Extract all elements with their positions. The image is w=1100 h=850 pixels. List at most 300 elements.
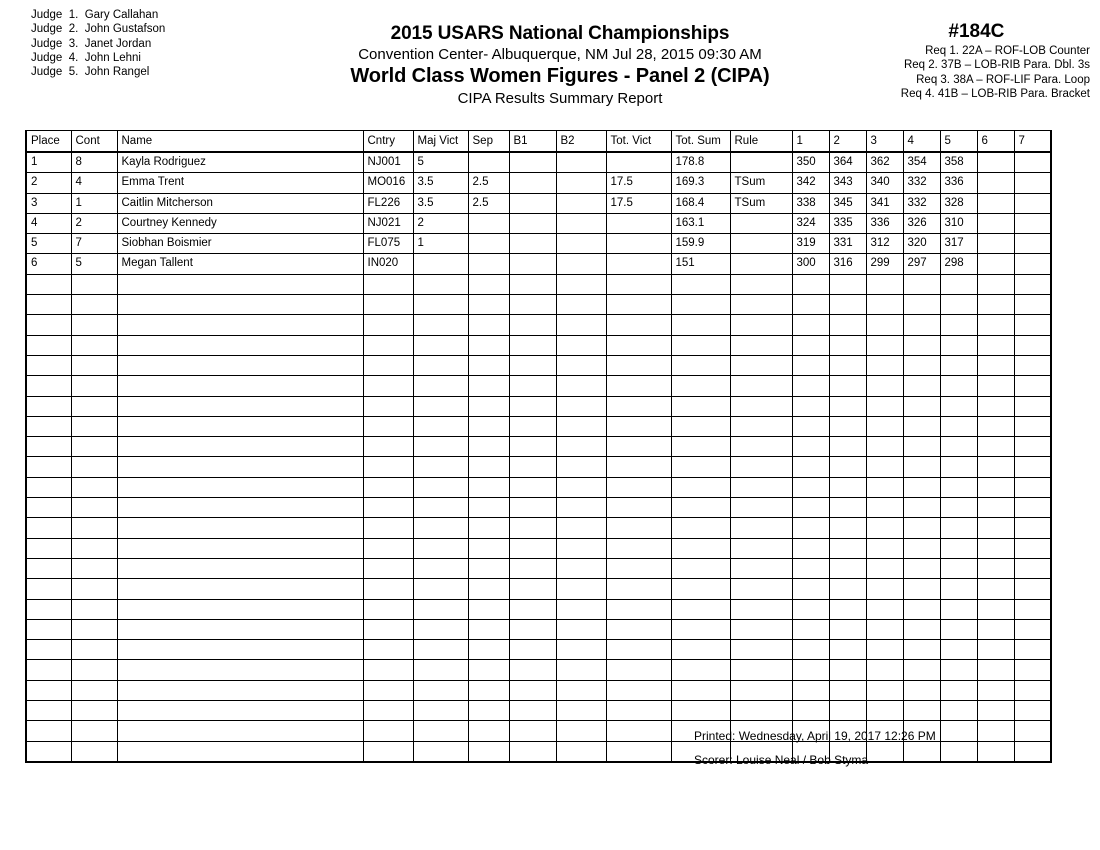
cell-judge-6-score — [977, 518, 1014, 538]
cell-rule — [730, 701, 792, 721]
cell-name — [117, 640, 363, 660]
cell-name — [117, 376, 363, 396]
cell-judge-5-score — [940, 457, 977, 477]
cell-cont — [71, 295, 117, 315]
venue-datetime: Convention Center- Albuquerque, NM Jul 28, 2015 09:30 AM — [358, 46, 762, 63]
cell-judge-2-score — [829, 457, 866, 477]
cell-tot-vict — [606, 498, 671, 518]
cell-judge-1-score: 300 — [792, 254, 829, 274]
cell-b2 — [556, 416, 606, 436]
cell-judge-4-score — [903, 274, 940, 294]
cell-place — [26, 457, 71, 477]
cell-b1 — [509, 457, 556, 477]
cell-maj-vict — [413, 315, 468, 335]
cell-judge-2-score — [829, 437, 866, 457]
judge-line — [31, 37, 165, 51]
cell-rule — [730, 152, 792, 173]
cell-cont — [71, 538, 117, 558]
cell-judge-7-score — [1014, 416, 1051, 436]
cell-b2 — [556, 152, 606, 173]
cell-judge-7-score — [1014, 518, 1051, 538]
cell-tot-vict — [606, 680, 671, 700]
cell-judge-2-score — [829, 640, 866, 660]
cell-tot-vict — [606, 579, 671, 599]
cell-sep — [468, 416, 509, 436]
cell-tot-sum — [671, 437, 730, 457]
cell-maj-vict — [413, 335, 468, 355]
cell-place — [26, 274, 71, 294]
cell-cont — [71, 477, 117, 497]
cell-maj-vict — [413, 376, 468, 396]
cell-tot-sum — [671, 619, 730, 639]
cell-place — [26, 498, 71, 518]
cell-judge-1-score — [792, 579, 829, 599]
cell-name — [117, 315, 363, 335]
cell-rule — [730, 477, 792, 497]
cell-judge-3-score — [866, 477, 903, 497]
cell-tot-sum — [671, 295, 730, 315]
cell-cntry — [363, 295, 413, 315]
report-title-block — [240, 22, 880, 109]
cell-judge-3-score — [866, 376, 903, 396]
cell-tot-vict — [606, 477, 671, 497]
cell-judge-5-score — [940, 315, 977, 335]
cell-cont — [71, 660, 117, 680]
cell-judge-2-score — [829, 558, 866, 578]
cell-judge-6-score — [977, 701, 1014, 721]
cell-cont — [71, 274, 117, 294]
cell-judge-3-score: 341 — [866, 193, 903, 213]
cell-b1 — [509, 741, 556, 762]
col-header-tot-vict: Tot. Vict — [606, 131, 671, 153]
cell-rule — [730, 416, 792, 436]
table-row-empty — [26, 660, 1051, 680]
cell-judge-6-score — [977, 457, 1014, 477]
cell-cont — [71, 721, 117, 741]
cell-judge-3-score: 312 — [866, 234, 903, 254]
col-header-maj-vict: Maj Vict — [413, 131, 468, 153]
cell-place — [26, 376, 71, 396]
cell-judge-7-score — [1014, 558, 1051, 578]
table-row-empty — [26, 680, 1051, 700]
cell-tot-vict — [606, 152, 671, 173]
cell-rule — [730, 457, 792, 477]
cell-judge-7-score — [1014, 355, 1051, 375]
cell-tot-vict — [606, 335, 671, 355]
judge-label: Judge — [31, 51, 63, 64]
cell-place: 6 — [26, 254, 71, 274]
judge-label: Judge — [31, 37, 63, 50]
cell-judge-5-score: 298 — [940, 254, 977, 274]
judge-label: Judge — [31, 23, 63, 36]
cell-name — [117, 396, 363, 416]
cell-judge-1-score — [792, 701, 829, 721]
col-header-sep: Sep — [468, 131, 509, 153]
cell-judge-2-score: 343 — [829, 173, 866, 193]
cell-maj-vict: 5 — [413, 152, 468, 173]
cell-judge-6-score — [977, 335, 1014, 355]
cell-maj-vict — [413, 518, 468, 538]
cell-judge-4-score: 332 — [903, 193, 940, 213]
cell-judge-4-score: 297 — [903, 254, 940, 274]
cell-b2 — [556, 660, 606, 680]
cell-tot-vict — [606, 619, 671, 639]
judge-line — [31, 22, 165, 36]
cell-judge-6-score — [977, 558, 1014, 578]
cell-judge-6-score — [977, 680, 1014, 700]
cell-sep — [468, 437, 509, 457]
cell-judge-3-score — [866, 498, 903, 518]
cell-tot-sum — [671, 538, 730, 558]
table-header-row — [26, 131, 1051, 153]
cell-b1 — [509, 193, 556, 213]
cell-place: 5 — [26, 234, 71, 254]
cell-judge-4-score — [903, 558, 940, 578]
cell-place — [26, 599, 71, 619]
cell-judge-4-score: 354 — [903, 152, 940, 173]
cell-judge-6-score — [977, 396, 1014, 416]
cell-b2 — [556, 376, 606, 396]
cell-rule: TSum — [730, 173, 792, 193]
cell-b2 — [556, 741, 606, 762]
cell-tot-sum: 178.8 — [671, 152, 730, 173]
cell-cntry — [363, 437, 413, 457]
cell-place — [26, 518, 71, 538]
cell-judge-1-score — [792, 416, 829, 436]
cell-b1 — [509, 152, 556, 173]
cell-b2 — [556, 193, 606, 213]
cell-judge-5-score — [940, 701, 977, 721]
cell-cntry — [363, 680, 413, 700]
cell-name: Courtney Kennedy — [117, 213, 363, 233]
cell-maj-vict — [413, 680, 468, 700]
cell-judge-1-score — [792, 498, 829, 518]
cell-judge-4-score — [903, 315, 940, 335]
cell-judge-4-score — [903, 680, 940, 700]
cell-judge-4-score — [903, 376, 940, 396]
cell-b1 — [509, 295, 556, 315]
cell-judge-3-score — [866, 437, 903, 457]
cell-judge-1-score — [792, 274, 829, 294]
cell-sep — [468, 234, 509, 254]
cell-tot-vict — [606, 599, 671, 619]
cell-cont: 1 — [71, 193, 117, 213]
cell-judge-4-score — [903, 619, 940, 639]
cell-maj-vict — [413, 396, 468, 416]
cell-maj-vict — [413, 721, 468, 741]
cell-maj-vict: 3.5 — [413, 173, 468, 193]
cell-judge-5-score — [940, 599, 977, 619]
cell-judge-5-score — [940, 396, 977, 416]
table-row-empty — [26, 396, 1051, 416]
cell-maj-vict — [413, 416, 468, 436]
cell-name — [117, 579, 363, 599]
cell-b1 — [509, 660, 556, 680]
cell-tot-sum — [671, 660, 730, 680]
cell-sep — [468, 538, 509, 558]
cell-tot-sum: 151 — [671, 254, 730, 274]
cell-judge-5-score — [940, 335, 977, 355]
cell-tot-sum — [671, 518, 730, 538]
table-row-empty — [26, 538, 1051, 558]
cell-tot-vict — [606, 538, 671, 558]
table-row-empty — [26, 274, 1051, 294]
cell-cntry: FL075 — [363, 234, 413, 254]
cell-judge-7-score — [1014, 315, 1051, 335]
cell-judge-4-score — [903, 477, 940, 497]
cell-tot-sum — [671, 701, 730, 721]
cell-judge-3-score — [866, 640, 903, 660]
cell-judge-4-score — [903, 335, 940, 355]
cell-judge-3-score: 340 — [866, 173, 903, 193]
cell-sep — [468, 213, 509, 233]
cell-maj-vict — [413, 437, 468, 457]
cell-b2 — [556, 538, 606, 558]
cell-cont — [71, 416, 117, 436]
cell-judge-1-score — [792, 355, 829, 375]
cell-judge-3-score — [866, 599, 903, 619]
cell-maj-vict: 3.5 — [413, 193, 468, 213]
cell-sep — [468, 335, 509, 355]
cell-place: 1 — [26, 152, 71, 173]
cell-name — [117, 498, 363, 518]
cell-judge-2-score — [829, 315, 866, 335]
cell-rule — [730, 640, 792, 660]
table-row-empty — [26, 295, 1051, 315]
cell-sep — [468, 721, 509, 741]
cell-b2 — [556, 640, 606, 660]
table-row-empty — [26, 498, 1051, 518]
cell-judge-7-score — [1014, 152, 1051, 173]
cell-b2 — [556, 477, 606, 497]
cell-sep: 2.5 — [468, 173, 509, 193]
table-row — [26, 213, 1051, 233]
cell-rule — [730, 254, 792, 274]
cell-maj-vict — [413, 355, 468, 375]
cell-judge-2-score — [829, 680, 866, 700]
cell-judge-7-score — [1014, 295, 1051, 315]
cell-tot-vict — [606, 315, 671, 335]
cell-cntry — [363, 619, 413, 639]
cell-judge-3-score — [866, 335, 903, 355]
cell-judge-6-score — [977, 640, 1014, 660]
cell-judge-5-score — [940, 660, 977, 680]
table-body — [26, 152, 1051, 762]
cell-cont — [71, 518, 117, 538]
cell-cntry — [363, 355, 413, 375]
cell-judge-1-score — [792, 599, 829, 619]
cell-tot-vict — [606, 376, 671, 396]
cell-judge-5-score — [940, 579, 977, 599]
cell-b2 — [556, 619, 606, 639]
report-footer — [694, 724, 936, 772]
cell-judge-2-score — [829, 335, 866, 355]
cell-name: Caitlin Mitcherson — [117, 193, 363, 213]
cell-judge-7-score — [1014, 396, 1051, 416]
cell-cntry: IN020 — [363, 254, 413, 274]
table-row-empty — [26, 477, 1051, 497]
cell-judge-7-score — [1014, 721, 1051, 741]
cell-judge-5-score — [940, 477, 977, 497]
cell-cntry — [363, 416, 413, 436]
cell-tot-vict — [606, 457, 671, 477]
cell-maj-vict — [413, 579, 468, 599]
cell-rule — [730, 599, 792, 619]
cell-judge-1-score — [792, 376, 829, 396]
cell-cntry — [363, 579, 413, 599]
cell-rule — [730, 396, 792, 416]
cell-judge-4-score — [903, 640, 940, 660]
cell-rule — [730, 498, 792, 518]
cell-judge-1-score — [792, 680, 829, 700]
cell-maj-vict — [413, 619, 468, 639]
table-row-empty — [26, 355, 1051, 375]
table-row-empty — [26, 437, 1051, 457]
cell-judge-2-score — [829, 274, 866, 294]
cell-maj-vict — [413, 538, 468, 558]
cell-rule — [730, 518, 792, 538]
col-header-judge-1: 1 — [792, 131, 829, 153]
cell-judge-2-score — [829, 518, 866, 538]
requirement-item: Req 4. 41B – LOB-RIB Para. Bracket — [900, 87, 1090, 100]
cell-judge-5-score: 328 — [940, 193, 977, 213]
cell-judge-7-score — [1014, 660, 1051, 680]
cell-b1 — [509, 558, 556, 578]
cell-judge-1-score: 350 — [792, 152, 829, 173]
cell-judge-4-score: 326 — [903, 213, 940, 233]
cell-name — [117, 416, 363, 436]
judge-name: John Rangel — [84, 66, 150, 79]
cell-b2 — [556, 213, 606, 233]
cell-judge-3-score — [866, 457, 903, 477]
cell-tot-vict — [606, 701, 671, 721]
table-row-empty — [26, 335, 1051, 355]
table-row-empty — [26, 619, 1051, 639]
cell-maj-vict — [413, 640, 468, 660]
cell-b2 — [556, 355, 606, 375]
requirement-item: Req 1. 22A – ROF-LOB Counter — [925, 45, 1090, 57]
cell-tot-sum — [671, 579, 730, 599]
col-header-tot-sum: Tot. Sum — [671, 131, 730, 153]
event-number-block — [901, 20, 1090, 101]
cell-judge-6-score — [977, 213, 1014, 233]
cell-judge-3-score — [866, 295, 903, 315]
cell-rule — [730, 234, 792, 254]
cell-judge-2-score — [829, 355, 866, 375]
cell-judge-2-score — [829, 498, 866, 518]
cell-judge-2-score: 331 — [829, 234, 866, 254]
cell-judge-2-score — [829, 599, 866, 619]
cell-rule — [730, 355, 792, 375]
cell-place — [26, 619, 71, 639]
cell-judge-4-score: 320 — [903, 234, 940, 254]
cell-judge-5-score — [940, 416, 977, 436]
cell-cont — [71, 498, 117, 518]
cell-tot-sum — [671, 335, 730, 355]
cell-cntry — [363, 518, 413, 538]
cell-judge-1-score: 342 — [792, 173, 829, 193]
cell-judge-7-score — [1014, 254, 1051, 274]
cell-tot-vict — [606, 234, 671, 254]
table-header — [26, 131, 1051, 153]
cell-b1 — [509, 396, 556, 416]
cell-rule — [730, 295, 792, 315]
cell-b1 — [509, 538, 556, 558]
cell-judge-5-score: 358 — [940, 152, 977, 173]
cell-judge-6-score — [977, 579, 1014, 599]
cell-cntry — [363, 741, 413, 762]
col-header-b1: B1 — [509, 131, 556, 153]
cell-judge-4-score: 332 — [903, 173, 940, 193]
cell-b1 — [509, 315, 556, 335]
cell-judge-5-score — [940, 741, 977, 762]
cell-b2 — [556, 558, 606, 578]
cell-tot-sum — [671, 599, 730, 619]
table-row-empty — [26, 640, 1051, 660]
judge-label: Judge — [31, 9, 63, 21]
cell-judge-2-score — [829, 619, 866, 639]
cell-cntry — [363, 660, 413, 680]
cell-tot-sum — [671, 640, 730, 660]
cell-judge-4-score — [903, 579, 940, 599]
cell-place — [26, 315, 71, 335]
cell-cntry — [363, 558, 413, 578]
cell-name — [117, 701, 363, 721]
cell-judge-7-score — [1014, 234, 1051, 254]
cell-b1 — [509, 335, 556, 355]
cell-tot-vict — [606, 213, 671, 233]
cell-b1 — [509, 274, 556, 294]
cell-tot-vict — [606, 558, 671, 578]
cell-judge-5-score: 310 — [940, 213, 977, 233]
cell-cntry: FL226 — [363, 193, 413, 213]
judge-number: 3. — [68, 37, 79, 50]
cell-place — [26, 721, 71, 741]
judge-label: Judge — [31, 66, 63, 79]
cell-sep — [468, 518, 509, 538]
cell-cont — [71, 355, 117, 375]
cell-tot-vict — [606, 437, 671, 457]
cell-cntry — [363, 396, 413, 416]
cell-cntry — [363, 477, 413, 497]
cell-judge-1-score: 324 — [792, 213, 829, 233]
cell-place — [26, 680, 71, 700]
cell-rule — [730, 335, 792, 355]
cell-judge-7-score — [1014, 335, 1051, 355]
cell-name — [117, 518, 363, 538]
cell-judge-5-score: 336 — [940, 173, 977, 193]
cell-sep — [468, 558, 509, 578]
col-header-judge-4: 4 — [903, 131, 940, 153]
cell-cont — [71, 558, 117, 578]
cell-place — [26, 741, 71, 762]
cell-cont — [71, 457, 117, 477]
table-row — [26, 173, 1051, 193]
cell-judge-2-score — [829, 396, 866, 416]
cell-rule — [730, 538, 792, 558]
cell-cntry — [363, 599, 413, 619]
cell-judge-2-score — [829, 579, 866, 599]
cell-place — [26, 660, 71, 680]
cell-cont: 8 — [71, 152, 117, 173]
cell-judge-2-score — [829, 538, 866, 558]
cell-maj-vict — [413, 477, 468, 497]
cell-maj-vict: 1 — [413, 234, 468, 254]
cell-judge-3-score — [866, 355, 903, 375]
cell-tot-sum: 168.4 — [671, 193, 730, 213]
cell-cont — [71, 376, 117, 396]
cell-judge-6-score — [977, 437, 1014, 457]
